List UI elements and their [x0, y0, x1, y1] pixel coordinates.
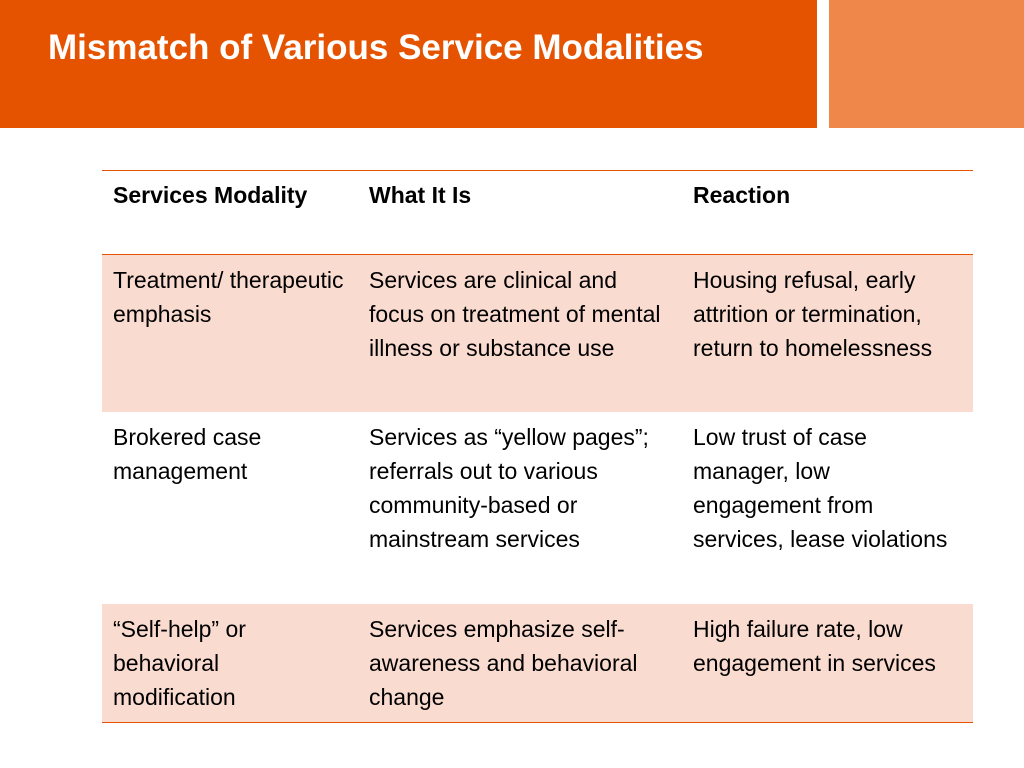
cell-what-it-is: Services are clinical and focus on treatment of mental illness or substance use	[358, 255, 682, 413]
table-row	[102, 412, 973, 604]
cell-reaction: High failure rate, low engagement in services	[682, 604, 973, 723]
cell-modality: Brokered case management	[113, 424, 262, 484]
table-row	[102, 255, 973, 413]
title-accent-block	[829, 0, 1024, 128]
cell-modality: Treatment/ therapeutic emphasis	[102, 255, 358, 413]
cell-what-it-is: Services as “yellow pages”; referrals out to various community-based or mainstream services	[369, 424, 649, 552]
slide-title: Mismatch of Various Service Modalities	[48, 28, 704, 67]
header-services-modality: Services Modality	[113, 182, 308, 208]
header-what-it-is: What It Is	[369, 182, 472, 208]
cell-reaction: Low trust of case manager, low engagement from services, lease violations	[693, 424, 948, 552]
cell-modality: “Self-help” or behavioral modification	[102, 604, 358, 723]
table-row	[102, 604, 973, 723]
modality-table	[102, 170, 973, 723]
cell-what-it-is: Services emphasize self-awareness and behavioral change	[358, 604, 682, 723]
header-reaction: Reaction	[693, 182, 791, 208]
modality-table-container	[102, 170, 973, 723]
table-header-row	[102, 171, 973, 255]
cell-reaction: Housing refusal, early attrition or termination, return to homelessness	[682, 255, 973, 413]
